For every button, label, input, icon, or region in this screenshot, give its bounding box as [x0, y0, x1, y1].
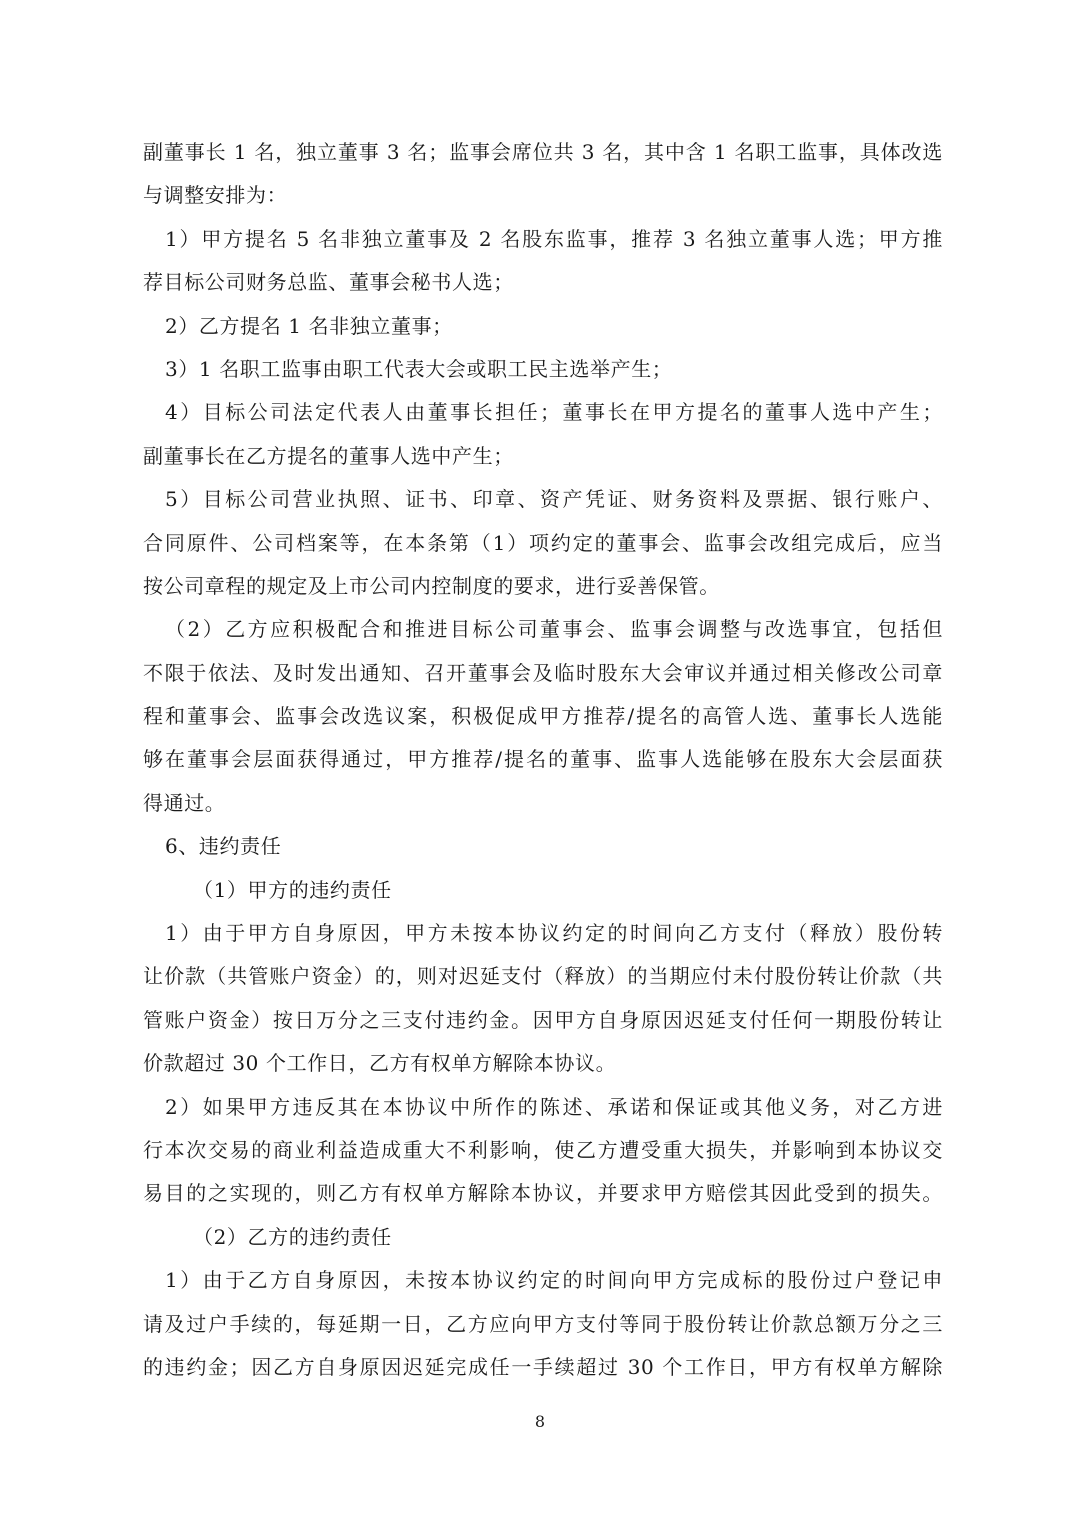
text-line: 的违约金；因乙方自身原因迟延完成任一手续超过 30 个工作日，甲方有权单方解除	[143, 1354, 943, 1379]
section-heading: 6、违约责任	[165, 834, 282, 859]
text-line: 副董事长在乙方提名的董事人选中产生；	[143, 443, 514, 468]
text-line: 得通过。	[143, 790, 226, 815]
text-line: 让价款（共管账户资金）的，则对迟延支付（释放）的当期应付未付股份转让价款（共	[143, 964, 943, 989]
text-line: 管账户资金）按日万分之三支付违约金。因甲方自身原因迟延支付任何一期股份转让	[143, 1007, 943, 1032]
text-line: 1）由于甲方自身原因，甲方未按本协议约定的时间向乙方支付（释放）股份转	[165, 921, 943, 946]
body-text	[143, 131, 943, 1389]
text-line: 不限于依法、及时发出通知、召开董事会及临时股东大会审议并通过相关修改公司章	[143, 660, 943, 685]
text-line: 4）目标公司法定代表人由董事长担任；董事长在甲方提名的董事人选中产生；	[165, 400, 943, 425]
text-line: 2）乙方提名 1 名非独立董事；	[165, 313, 453, 338]
text-line: （2）乙方应积极配合和推进目标公司董事会、监事会调整与改选事宜，包括但	[165, 617, 943, 642]
text-line: 按公司章程的规定及上市公司内控制度的要求，进行妥善保管。	[143, 573, 720, 598]
text-line: 3）1 名职工监事由职工代表大会或职工民主选举产生；	[165, 356, 673, 381]
subsection-heading: （2）乙方的违约责任	[193, 1224, 392, 1249]
text-line: 请及过户手续的，每延期一日，乙方应向甲方支付等同于股份转让价款总额万分之三	[143, 1311, 943, 1336]
text-line: 合同原件、公司档案等，在本条第（1）项约定的董事会、监事会改组完成后，应当	[143, 530, 943, 555]
text-line: 行本次交易的商业利益造成重大不利影响，使乙方遭受重大损失，并影响到本协议交	[143, 1137, 943, 1162]
page-number: 8	[534, 1412, 546, 1431]
subsection-heading: （1）甲方的违约责任	[193, 877, 392, 902]
text-line: 易目的之实现的，则乙方有权单方解除本协议，并要求甲方赔偿其因此受到的损失。	[143, 1181, 943, 1206]
text-line: 5）目标公司营业执照、证书、印章、资产凭证、财务资料及票据、银行账户、	[165, 487, 943, 512]
text-line: 1）甲方提名 5 名非独立董事及 2 名股东监事，推荐 3 名独立董事人选；甲方推	[165, 226, 943, 251]
text-line: 副董事长 1 名，独立董事 3 名；监事会席位共 3 名，其中含 1 名职工监事，具体改选	[143, 140, 943, 164]
text-line: 1）由于乙方自身原因，未按本协议约定的时间向甲方完成标的股份过户登记申	[165, 1268, 943, 1293]
text-line: 价款超过 30 个工作日，乙方有权单方解除本协议。	[143, 1051, 617, 1076]
text-line: 荐目标公司财务总监、董事会秘书人选；	[143, 270, 514, 295]
text-line: 够在董事会层面获得通过，甲方推荐/提名的董事、监事人选能够在股东大会层面获	[143, 747, 943, 772]
text-line: 2）如果甲方违反其在本协议中所作的陈述、承诺和保证或其他义务，对乙方进	[165, 1094, 943, 1119]
text-line: 程和董事会、监事会改选议案，积极促成甲方推荐/提名的高管人选、董事长人选能	[143, 704, 943, 729]
text-line: 与调整安排为：	[143, 183, 288, 208]
